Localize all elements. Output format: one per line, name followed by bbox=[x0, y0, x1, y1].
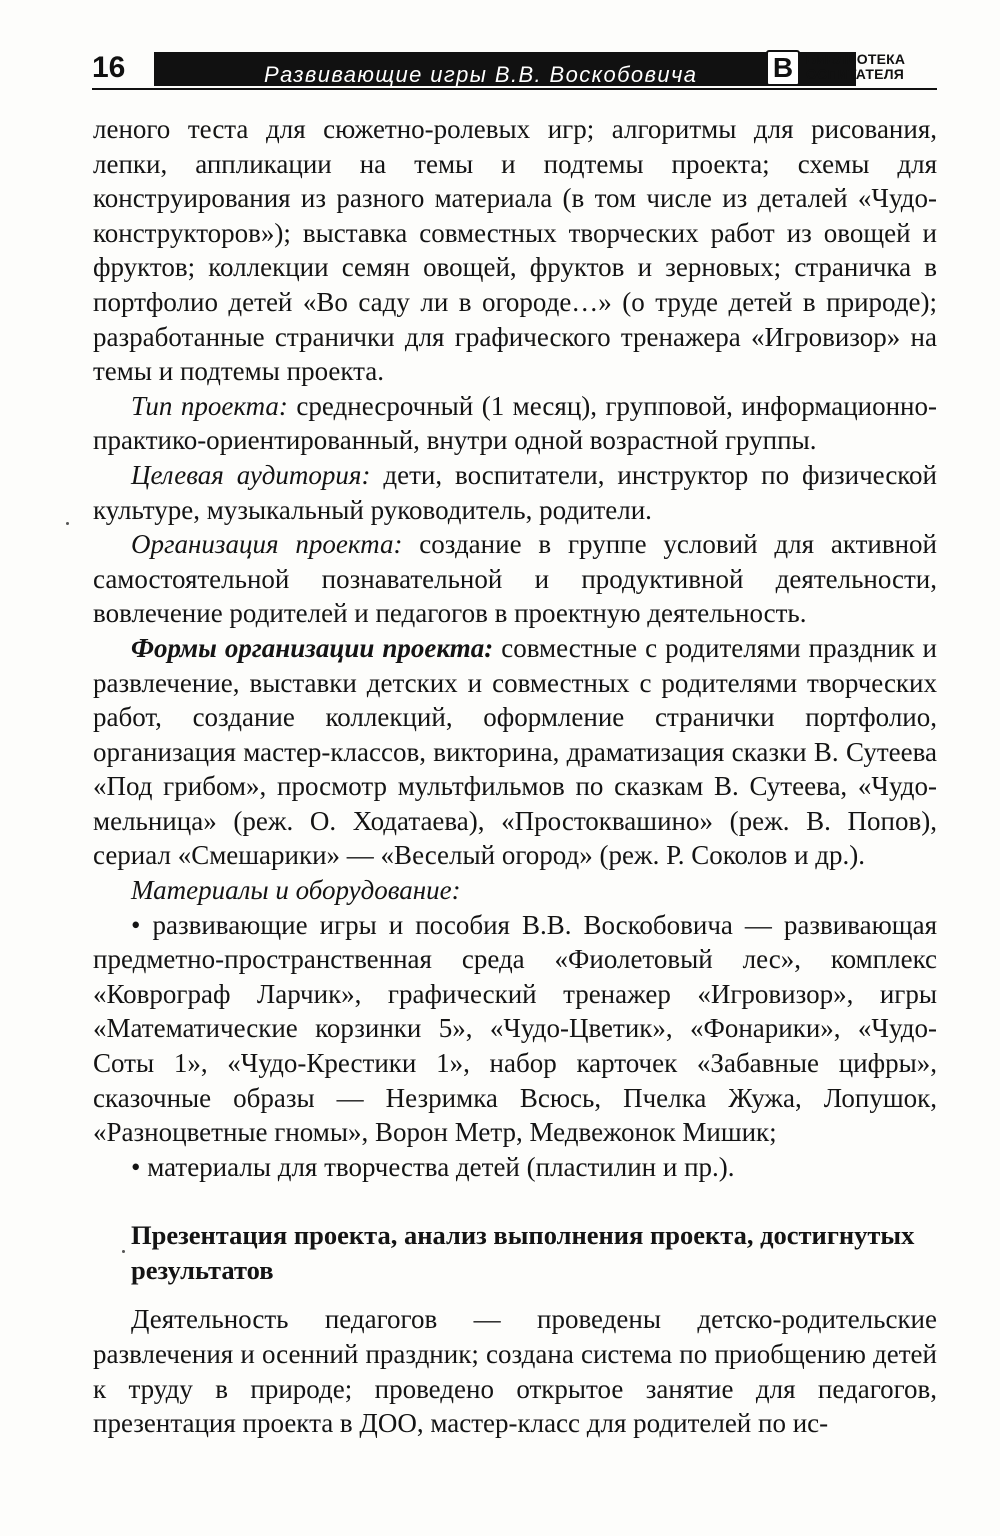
list-item: • материалы для творчества детей (пластилин и пр.). bbox=[131, 1151, 735, 1182]
paragraph-continuation: леного теста для сюжетно-ролевых игр; алгоритмы для рисования, лепки, аппликации на темы и подтемы проекта; схемы для конструирования из разного материала (в том числе из деталей «Чудо-конструкторов»); выставка совместных творческих работ из овощей и фруктов; коллекции семян овощей, фруктов и зерновых; страничка в портфолио детей «Во саду ли в огороде…» (о труде детей в природе); разработанные странички для графического тренажера «Игровизор» на темы и подтемы проекта. bbox=[93, 114, 937, 387]
paragraph-audience bbox=[93, 458, 937, 527]
label-materials: Материалы и оборудование: bbox=[131, 875, 461, 906]
series-logo bbox=[766, 48, 937, 88]
series-logo-letter: В bbox=[766, 50, 800, 86]
scan-speck bbox=[66, 522, 69, 525]
text-project-type: среднесрочный (1 месяц), групповой, информационно-практико-ориентированный, внутри одной возрастной группы. bbox=[93, 390, 937, 456]
section-heading: Презентация проекта, анализ выполнения проекта, достигнутых результатов bbox=[131, 1220, 915, 1286]
paragraph-organization bbox=[93, 527, 937, 631]
running-title-bar bbox=[154, 52, 856, 86]
series-logo-line2: ОСПИТАТЕЛЯ bbox=[806, 66, 904, 82]
label-organization: Организация проекта: bbox=[131, 529, 403, 560]
list-item: • развивающие игры и пособия В.В. Воскобовича — развивающая предметно-пространственная среда «Фиолетовый лес», комплекс «Коврограф Ларчик», графический тренажер «Игровизор», игры «Математические корзинки 5», «Чудо-Цветик», «Фонарики», «Чудо-Соты 1», «Чудо-Крестики 1», набор карточек «Забавные цифры», сказочные образы — Незримка Всюсь, Пчелка Жужа, Лопушок, «Разноцветные гномы», Ворон Метр, Медвежонок Мишик; bbox=[93, 909, 937, 1148]
label-audience: Целевая аудитория: bbox=[131, 459, 371, 490]
text-forms: совместные с родителями праздник и развлечение, выставки детских и совместных с родителями творческих работ, создание коллекций, оформление странички портфолио, организация мастер-классов, викторина, драматизация сказки В. Сутеева «Под грибом», просмотр мультфильмов по сказкам В. Сутеева, «Чудо-мельница» (реж. О. Ходатаева), «Простоквашино» (реж. В. Попов), сериал «Смешарики» — «Веселый огород» (реж. Р. Соколов и др.). bbox=[93, 632, 937, 871]
page-header bbox=[92, 46, 937, 90]
header-rule bbox=[92, 88, 937, 90]
running-title: Развивающие игры В.В. Воскобовича bbox=[264, 62, 698, 87]
paragraph-materials-label bbox=[93, 873, 937, 908]
page-number: 16 bbox=[92, 51, 126, 84]
scan-speck bbox=[122, 1250, 125, 1253]
text-organization: создание в группе условий для активной самостоятельной познавательной и продуктивной деятельности, вовлечение родителей и педагогов в проектную деятельность. bbox=[93, 529, 937, 629]
label-forms: Формы организации проекта: bbox=[131, 632, 494, 663]
paragraph-project-type bbox=[93, 389, 937, 458]
paragraph-final: Деятельность педагогов — проведены детско-родительские развлечения и осенний праздник; создана система по приобщению детей к труду в природе; проведено открытое занятие для педагогов, презентация проекта в ДОО, мастер-класс для родителей по ис- bbox=[93, 1304, 937, 1439]
label-project-type: Тип проекта: bbox=[131, 390, 288, 421]
paragraph-forms bbox=[93, 631, 937, 873]
body-text bbox=[93, 112, 937, 1441]
text-audience: дети, воспитатели, инструктор по физической культуре, музыкальный руководитель, родители. bbox=[93, 459, 937, 525]
series-logo-text bbox=[806, 52, 905, 82]
series-logo-line1: БИБЛИОТЕКА bbox=[806, 51, 906, 67]
